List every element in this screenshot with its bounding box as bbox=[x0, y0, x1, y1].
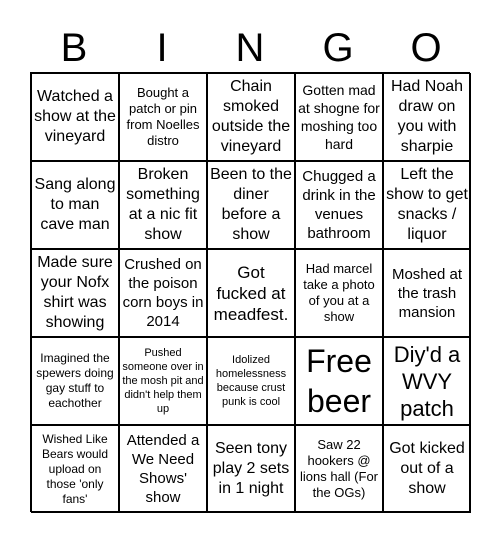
title-letter-b: B bbox=[60, 26, 88, 70]
cell-text: Diy'd a WVY patch bbox=[393, 341, 461, 421]
cell-text: Left the show to get snacks / liquor bbox=[386, 166, 468, 243]
bingo-cell[interactable] bbox=[31, 337, 119, 425]
bingo-board bbox=[30, 72, 470, 512]
bingo-cell[interactable] bbox=[295, 161, 383, 249]
cell-text: Sang along to man cave man bbox=[34, 176, 116, 233]
bingo-cell[interactable] bbox=[383, 425, 471, 513]
cell-text: Chugged a drink in the venues bathroom bbox=[302, 168, 376, 242]
cell-text: Idolized homelessness because crust punk is cool bbox=[215, 354, 287, 408]
cell-text: Watched a show at the vineyard bbox=[34, 88, 116, 145]
bingo-cell[interactable] bbox=[31, 249, 119, 337]
cell-text: Seen tony play 2 sets in 1 night bbox=[212, 440, 290, 497]
cell-text: Had marcel take a photo of you at a show bbox=[303, 261, 375, 324]
bingo-cell[interactable] bbox=[119, 249, 207, 337]
bingo-cell[interactable] bbox=[31, 161, 119, 249]
cell-text: Had Noah draw on you with sharpie bbox=[390, 78, 464, 155]
cell-text: Wished Like Bears would upload on those 'only fans' bbox=[41, 431, 109, 506]
cell-text: Saw 22 hookers @ lions hall (For the OGs) bbox=[299, 437, 379, 500]
bingo-cell[interactable] bbox=[383, 73, 471, 161]
cell-text: Imagined the spewers doing gay stuff to eachother bbox=[36, 351, 114, 410]
bingo-cell[interactable] bbox=[119, 337, 207, 425]
cell-text: Broken something at a nic fit show bbox=[126, 166, 200, 243]
bingo-cell[interactable] bbox=[207, 425, 295, 513]
cell-text: Gotten mad at shogne for moshing too hard bbox=[298, 82, 380, 152]
cell-text: Chain smoked outside the vineyard bbox=[211, 78, 291, 155]
bingo-cell[interactable] bbox=[383, 337, 471, 425]
free-space-cell[interactable] bbox=[295, 337, 383, 425]
title-letter-n: N bbox=[235, 26, 265, 70]
cell-text: Free beer bbox=[306, 343, 372, 419]
bingo-cell[interactable] bbox=[207, 249, 295, 337]
cell-text: Attended a We Need Shows' show bbox=[126, 432, 200, 506]
bingo-cell[interactable] bbox=[207, 73, 295, 161]
title-letter-i: I bbox=[156, 26, 168, 70]
bingo-cell[interactable] bbox=[119, 161, 207, 249]
bingo-cell[interactable] bbox=[295, 73, 383, 161]
bingo-cell[interactable] bbox=[31, 73, 119, 161]
cell-text: Pushed someone over in the mosh pit and didn't help them up bbox=[122, 347, 204, 415]
bingo-cell[interactable] bbox=[383, 249, 471, 337]
cell-text: Made sure your Nofx shirt was showing bbox=[37, 254, 113, 331]
bingo-cell[interactable] bbox=[295, 249, 383, 337]
bingo-cell[interactable] bbox=[31, 425, 119, 513]
cell-text: Been to the diner before a show bbox=[210, 166, 292, 243]
bingo-title bbox=[30, 26, 470, 70]
bingo-cell[interactable] bbox=[295, 425, 383, 513]
bingo-cell[interactable] bbox=[207, 161, 295, 249]
bingo-cell[interactable] bbox=[119, 425, 207, 513]
title-letter-g: G bbox=[322, 26, 354, 70]
cell-text: Bought a patch or pin from Noelles distro bbox=[126, 85, 200, 148]
cell-text: Crushed on the poison corn boys in 2014 bbox=[122, 256, 204, 330]
title-letter-o: O bbox=[410, 26, 442, 70]
cell-text: Got fucked at meadfest. bbox=[213, 262, 289, 324]
bingo-cell[interactable] bbox=[383, 161, 471, 249]
cell-text: Got kicked out of a show bbox=[389, 440, 465, 497]
cell-text: Moshed at the trash mansion bbox=[391, 265, 463, 321]
bingo-cell[interactable] bbox=[207, 337, 295, 425]
bingo-cell[interactable] bbox=[119, 73, 207, 161]
